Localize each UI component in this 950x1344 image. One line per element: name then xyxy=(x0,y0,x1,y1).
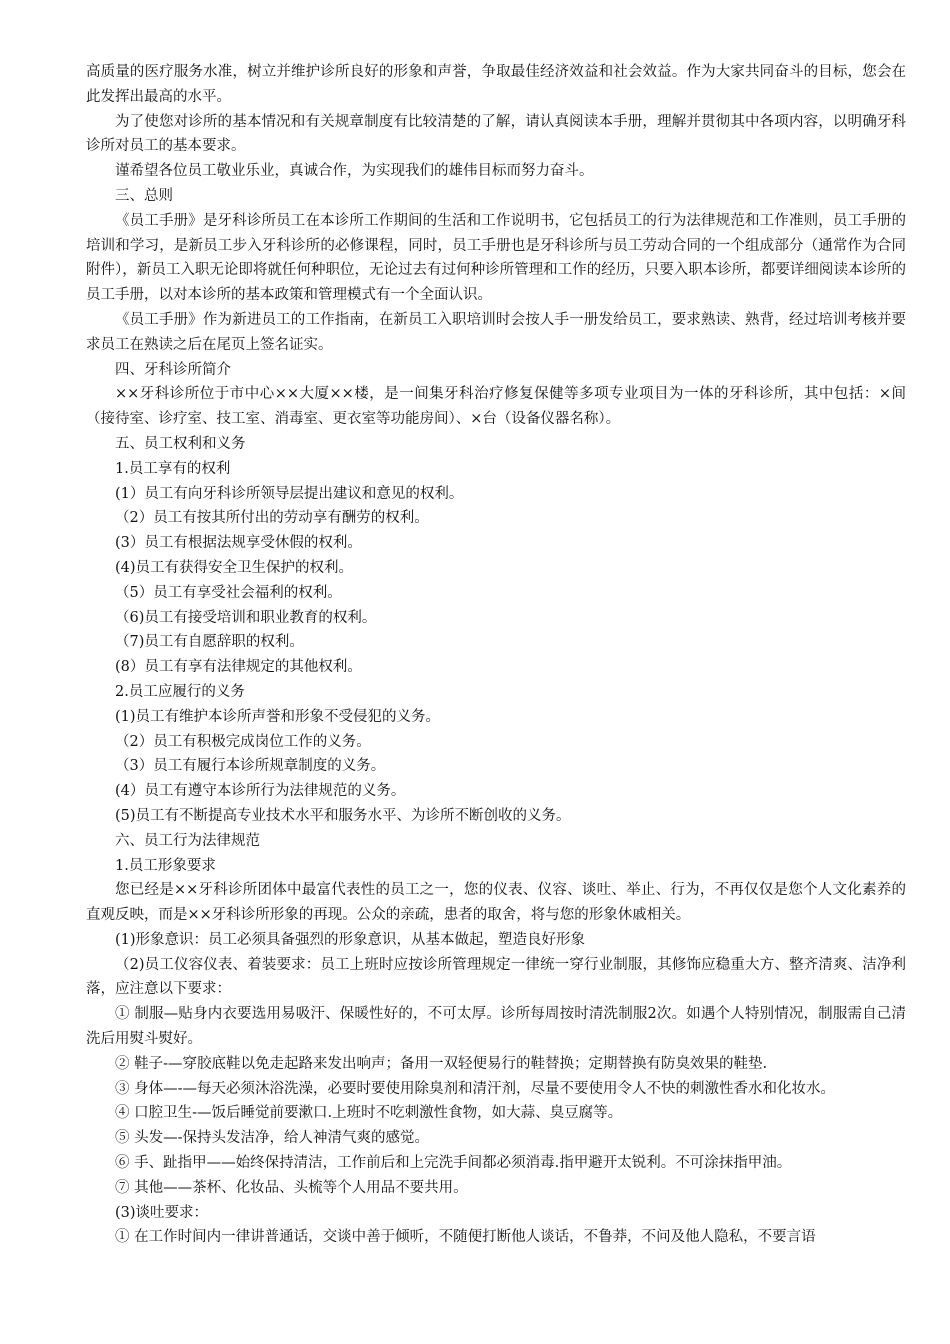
list-item: ② 鞋子-—穿胶底鞋以免走起路来发出响声；备用一双轻便易行的鞋替换；定期替换有防臭效果的鞋垫. xyxy=(115,1055,768,1072)
list-item: (4)员工有获得安全卫生保护的权利。 xyxy=(115,559,354,576)
paragraph: 您已经是××牙科诊所团体中最富代表性的员工之一，您的仪表、仪容、谈吐、举止、行为，不再仅仅是您个人文化素养的直观反映，而是××牙科诊所形象的再现。公众的亲疏，患者的取舍，将与您的形象休戚相关。 xyxy=(86,882,906,924)
list-item: ① 制服—贴身内衣要选用易吸汗、保暖性好的，不可太厚。诊所每周按时清洗制服2次。如遇个人特别情况，制服需自己清洗后用熨斗熨好。 xyxy=(86,1006,906,1048)
paragraph: 高质量的医疗服务水准，树立并维护诊所良好的形象和声誉，争取最佳经济效益和社会效益。作为大家共同奋斗的目标，您会在此发挥出最高的水平。 xyxy=(86,64,906,105)
subsection-heading: (3)谈吐要求： xyxy=(115,1204,209,1221)
list-item: （7)员工有自愿辞职的权利。 xyxy=(115,634,304,651)
list-item: (4）员工有遵守本诊所行为法律规范的义务。 xyxy=(115,783,406,800)
subsection-heading: 1.员工享有的权利 xyxy=(115,460,231,477)
paragraph: ××牙科诊所位于市中心××大厦××楼，是一间集牙科治疗修复保健等多项专业项目为一体的牙科诊所，其中包括：×间（接待室、诊疗室、技工室、消毒室、更衣室等功能房间）、×台（设备仪器名称）。 xyxy=(86,386,906,428)
document-page xyxy=(86,60,906,1250)
paragraph: 谨希望各位员工敬业乐业，真诚合作，为实现我们的雄伟目标而努力奋斗。 xyxy=(115,163,594,180)
list-item: (5)员工有不断提高专业技术水平和服务水平、为诊所不断创收的义务。 xyxy=(115,807,571,824)
subsection-heading: 2.员工应履行的义务 xyxy=(115,683,245,700)
list-item: (1)形象意识：员工必须具备强烈的形象意识，从基本做起，塑造良好形象 xyxy=(115,931,586,948)
paragraph: 为了使您对诊所的基本情况和有关规章制度有比较清楚的了解，请认真阅读本手册，理解并贯彻其中各项内容，以明确牙科诊所对员工的基本要求。 xyxy=(86,113,906,155)
list-item: （2）员工有按其所付出的劳动享有酬劳的权利。 xyxy=(115,510,429,527)
list-item: （3）员工有履行本诊所规章制度的义务。 xyxy=(115,758,386,775)
paragraph: 《员工手册》作为新进员工的工作指南，在新员工入职培训时会按人手一册发给员工，要求熟读、熟背，经过培训考核并要求员工在熟读之后在尾页上签名证实。 xyxy=(86,311,906,353)
section-heading: 四、牙科诊所简介 xyxy=(115,361,231,378)
section-heading: 六、员工行为法律规范 xyxy=(115,832,260,849)
section-heading: 五、员工权利和义务 xyxy=(115,435,246,452)
list-item: (1）员工有向牙科诊所领导层提出建议和意见的权利。 xyxy=(115,485,464,502)
list-item: ⑥ 手、趾指甲——始终保持清洁，工作前后和上完洗手间都必须消毒.指甲避开太锐利。不可涂抹指甲油。 xyxy=(115,1155,792,1172)
list-item: ⑦ 其他——茶杯、化妆品、头梳等个人用品不要共用。 xyxy=(115,1179,468,1196)
list-item: （2）员工有积极完成岗位工作的义务。 xyxy=(115,733,371,750)
list-item: （2)员工仪容仪表、着装要求：员工上班时应按诊所管理规定一律统一穿行业制服，其修饰应稳重大方、整齐清爽、洁净利落，应注意以下要求： xyxy=(86,956,906,998)
list-item: ① 在工作时间内一律讲普通话，交谈中善于倾听，不随便打断他人谈话，不鲁莽，不问及他人隐私，不要言语 xyxy=(115,1229,816,1246)
list-item: ④ 口腔卫生-—饭后睡觉前要漱口.上班时不吃刺激性食物，如大蒜、臭豆腐等。 xyxy=(115,1105,623,1122)
list-item: ③ 身体—-—每天必须沐浴洗澡，必要时要使用除臭剂和清汗剂，尽量不要使用令人不快的刺激性香水和化妆水。 xyxy=(115,1080,836,1097)
list-item: （5）员工有享受社会福利的权利。 xyxy=(115,584,342,601)
paragraph: 《员工手册》是牙科诊所员工在本诊所工作期间的生活和工作说明书，它包括员工的行为法律规范和工作准则，员工手册的培训和学习，是新员工步入牙科诊所的必修课程，同时，员工手册也是牙科诊所与员工劳动合同的一个组成部分（通常作为合同附件），新员工入职无论即将就任何种职位，无论过去有过何种诊所管理和工作的经历，只要入职本诊所，都要详细阅读本诊所的员工手册，以对本诊所的基本政策和管理模式有一个全面认识。 xyxy=(86,212,906,304)
subsection-heading: 1.员工形象要求 xyxy=(115,857,216,874)
list-item: (3）员工有根据法规享受休假的权利。 xyxy=(115,535,362,552)
list-item: (1)员工有维护本诊所声誉和形象不受侵犯的义务。 xyxy=(115,708,441,725)
section-heading: 三、总则 xyxy=(115,187,173,204)
list-item: ⑤ 头发—-保持头发洁净，给人神清气爽的感觉。 xyxy=(115,1130,430,1147)
list-item: (8）员工有享有法律规定的其他权利。 xyxy=(115,659,362,676)
list-item: （6)员工有接受培训和职业教育的权利。 xyxy=(115,609,377,626)
